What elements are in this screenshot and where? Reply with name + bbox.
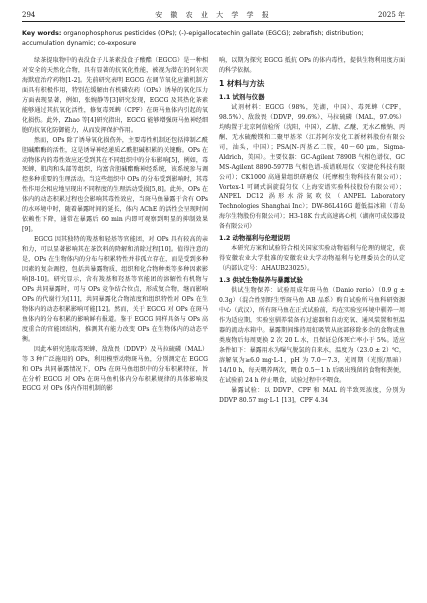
- husbandry-paragraph: 供试生物保养：试验用成年斑马鱼（Danio rerio）（0.9 g ± 0.3g）（混合性别野生型斑马鱼 AB 品系）购自试验所马鱼科研资源中心（武汉），所有斑马鱼在正式试验前，均在实验室环境中驯养一周作为适应期，实验室驯养装备有过滤器和自动充氧、通风装置和恒温器的流动水箱中。暴露期间维持用虹吸管从底部移除多余的食物或鱼类废物后每周更换 2 次 20 L 水，且保证总体死亡率小于 5%。适应条件如下：暴露用水为曝气脱氯的自来水，温度为（23.0 ± 2）℃，溶解氧为≥6.0 mg·L-1，pH 为 7.0～7.3，光周期（光照/黑暗）14/10 h，每天喂养两次，喂食 0.5～1 h 后吸出残留的食物和粪便，在试验前 24 h 停止喂食，试验过程中不喂食。: [219, 287, 405, 384]
- running-header: [22, 9, 405, 22]
- header-year: 2025 年: [377, 11, 405, 19]
- ethics-paragraph: 本研究方案和试验符合相关国家实验动物福利与伦理的规定，获得安徽农业大学批准的安徽农业大学动物福利与伦理委员会的认定（内部认定号：AHAUB23025）。: [219, 245, 405, 273]
- section-heading-materials-methods: 1 材料与方法: [219, 78, 265, 88]
- subsection-heading-reagents: 1.1 试剂与仪器: [219, 92, 265, 101]
- intro-paragraph-3: EGCG 因其独特的羧基和轻基等官能团，对 OPs 具有较高的亲和力，可以显著影响其在茶饮料的降解和消除过程[10]。值得注意的是，OPs 在生物体内的分布与积累特性并非孤立存在，而是受到多种因素的复杂调控，包括共暴露物质、组织和化合物种类等多种因素影响[8-10]。研究显示，含有羧基和羟基等官能团的溶解性有机物与 OPs 共同暴露时，可与 OPs 竞争结合位点，形成复合物，继而影响 OPs 的代谢行为[11]，共同暴露化合物浓度和组织特性对 OPs 在生物体内的动态积累影响可能[12]。然而，关于 EGCG 对 OPs 在斑马鱼体内的分布积累的影响鲜有报道。鉴于 EGCG 同样具备与 OPs 高度重合的官能团结构，推测其有能力改变 OPs 在生物体内的动态平衡。: [22, 236, 208, 343]
- keywords-text: organophosphorus pesticides (OPs); (-)-epigallocatechin gallate (EGCG); zebrafish; distribution; accumulation dynamic; co-exposure: [22, 30, 364, 47]
- left-column: [22, 56, 208, 594]
- page-number: 294: [22, 11, 36, 19]
- subsection-heading-ethics: 1.2 动物福利与伦理说明: [219, 234, 291, 243]
- right-column: [219, 56, 405, 594]
- journal-title: 安 徽 农 业 大 学 学 报: [155, 11, 272, 19]
- exposure-paragraph: 暴露试验：以 DDVP、CPF 和 MAL 的半致死浓度，分别为 DDVP 80.57 mg·L-1 [13]，CPF 4.34: [219, 386, 405, 404]
- intro-paragraph-1: 绿茶提取物中的表没食子儿茶素没食子酸酯（EGCG）是一种相对安全的天然化合物，具有显著的抗氧化性能，被视为潜在的阿尔茨海默症治疗药物[1-2]。先前研究表明 EGCG 在调节氧化应激机制方面具有积极作用，特别在缓解由有机磷农药（OPs）诱导的氧化压力方面表现显著，例如，张婉静等[3]研究发现，EGCG 及其热化茶素能够通过其抗氧化活性，修复毒死蜱（CPF）在斑马鱼体内引起的氧化损伤。此外，Zhao 等[4]研究指出，EGCG 能够增强斑马鱼神经细胞的抗氧化防御能力，从而发挥保护作用。: [22, 57, 208, 134]
- subsection-heading-exposure: 1.3 供试生物保养与暴露试验: [219, 276, 303, 285]
- keywords-block: [22, 29, 405, 48]
- intro-paragraph-4: 因此本研究选取毒死蜱、敌敌畏（DDVP）及马拉硫磷（MAL）等 3 种广泛施用的 OPs，利用模型动物斑马鱼，分别测定在 EGCG 和 OPs 共同暴露情况下，OPs 在斑马鱼组织中的分布积累特征，旨在分析 EGCG 对 OPs 在斑马鱼机体内分布积累规律的具体影响及 EGCG 对 OPs 体内作用机制的影: [22, 345, 208, 393]
- reagents-paragraph: 试剂材料：EGCG（98%，芜湖，中国）、毒死蜱（CPF，98.5%）、敌敌畏（DDVP，99.6%）、马拉硫磷（MAL，97.0%）均购置于北京阿信检所（沈阳，中国），乙腈、乙醚、无水乙酸钠、丙酮、无水硫酸镁和二聚甲基苯（江苏阿尔发化工新材料股份有限公司，汕头，中国）；PSA(N-丙基乙二胺，40～60 μm，Sigma-Aldrich，美国）。主要仪器：GC-Agilent 7890B 气相色谱仪、GC MS-Agilent 8890-5977B 气相色谱-质谱联用仪（安捷伦科技有限公司）；CK1000 高通量组织研磨仪（托摩根生物科技有限公司）；Vortex-1 可调式涡旋混匀仪（上海安谱实验科技股份有限公司）；ANPEL DC12 涡形水浴氮吹仪（ANPEL Laboratory Technologies Shanghai Inc）；DW-86L416G 超低温冰箱（青岛海尔生物股份有限公司）；H3-18K 台式高速离心机（湖南可成仪器设备有限公司）: [219, 103, 405, 231]
- intro-paragraph-tail: 响，以期为探究 EGCG 抵抗 OPs 的体内毒性，提供生物利用度方面的科学依据。: [219, 57, 405, 74]
- keywords-label: Key words:: [22, 30, 62, 37]
- intro-paragraph-2: 然而，OPs 除了诱导氧化损伤外，主要毒性机制还包括抑制乙酰胆碱酯酶的活性，这是诱导神经递质乙酰胆碱积累的关键酶。OPs 在动物体内的毒性效应还受到其在不同组织中的分布影响[5]，例如，毒死蜱、肌肉和头部等组织，均富含胆碱酯酶神经系统，该系统参与调控多种重要的生理活动。当这些组织中 OPs 的分布受到影响时，其毒性作用会相应地呈现出不同程度的生理活动受损[5,8]。此外，OPs 在体内的动态积累过程也会影响其毒性效应，当斑马鱼暴露于含有 OPs 的水环境中时，随着暴露时间的延长，体内 AChE 的活性会呈现时间依赖性下降，通常在暴露后 60 min 内即可观察到明显的抑制效果[9]。: [22, 136, 208, 234]
